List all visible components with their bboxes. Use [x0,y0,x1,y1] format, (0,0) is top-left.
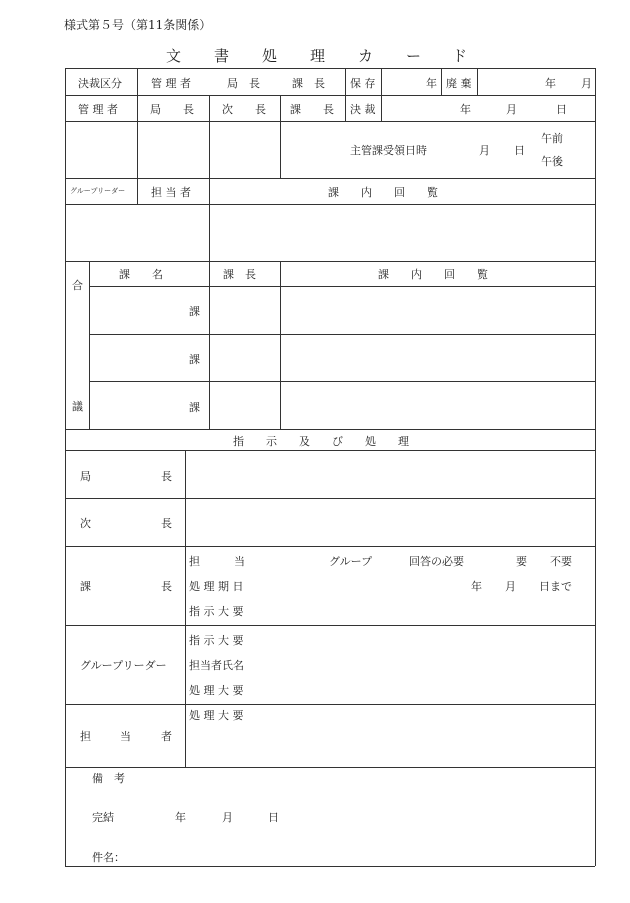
receipt-datetime-label: 主管課受領日時 [350,144,427,157]
person-in-charge-char: 担 [80,730,91,743]
completion-label: 完結 [92,811,114,824]
deadline-day-label: 日まで [539,580,572,593]
manager-label: 管 理 者 [151,77,191,90]
not-needed-label: 不要 [550,555,572,568]
grid-line [381,68,382,121]
grid-line [65,450,595,451]
gl-person-name-label: 担当者氏名 [189,659,244,672]
grid-line [89,334,595,335]
grid-line [89,381,595,382]
deadline-label: 処 理 期 日 [189,580,244,593]
grid-line [595,68,596,866]
grid-line [65,866,595,867]
needed-label: 要 [516,555,527,568]
completion-month-label: 月 [222,811,233,824]
grid-line [65,95,595,96]
title-char: ド [452,47,468,65]
deputy-char: 次 [80,517,91,530]
deadline-year-label: 年 [471,580,482,593]
group-label: グループ [329,555,373,568]
grid-line [65,68,66,866]
grid-line [65,767,595,768]
grid-line [65,261,595,262]
title-char: 理 [310,47,326,65]
bureau-chief-label: 局 長 [227,77,260,90]
gl-process-summary-label: 処 理 大 要 [189,684,244,697]
consult-row-section: 課 [189,353,200,366]
person-in-charge-label: 担 当 者 [151,186,191,199]
form-number: 様式第５号（第11条関係） [64,18,212,32]
grid-line [89,261,90,429]
consult-char-bottom: 議 [72,400,83,413]
approval-month-label: 月 [506,103,517,116]
bureau-chief-char: 長 [161,470,172,483]
grid-line [209,178,210,261]
section-chief-label: 課 長 [292,77,325,90]
gl-instruction-summary-label: 指 示 大 要 [189,634,244,647]
tanto-char: 当 [234,555,245,568]
section-chief-header: 課 長 [223,268,256,281]
title-char: 処 [262,47,278,65]
instructions-header: 指 示 及 び 処 理 [233,435,409,448]
grid-line [65,704,595,705]
title-char: 書 [214,47,230,65]
title-char: 文 [166,47,182,65]
disposal-label: 廃 棄 [446,77,472,90]
section-chief-label: 課 長 [290,103,334,116]
approval-label: 決 裁 [350,103,376,116]
deputy-char: 長 [161,517,172,530]
deputy-label: 次 長 [222,103,266,116]
bureau-chief-char: 局 [80,470,91,483]
approval-year-label: 年 [460,103,471,116]
approval-day-label: 日 [556,103,567,116]
grid-line [65,204,595,205]
completion-day-label: 日 [268,811,279,824]
grid-line [65,429,595,430]
person-in-charge-char: 者 [161,730,172,743]
grid-line [477,68,478,95]
grid-line [137,68,138,204]
grid-line [280,95,281,178]
deadline-month-label: 月 [505,580,516,593]
group-leader-label: グループリーダー [80,659,167,672]
receipt-day-label: 日 [514,144,525,157]
consult-row-section: 課 [189,305,200,318]
grid-line [441,68,442,95]
completion-year-label: 年 [175,811,186,824]
consult-char-top: 合 [72,279,83,292]
grid-line [65,68,595,69]
receipt-month-label: 月 [479,144,490,157]
instruction-summary-label: 指 示 大 要 [189,605,244,618]
consult-row-section: 課 [189,401,200,414]
disposal-year-label: 年 [545,77,556,90]
grid-line [185,450,186,767]
grid-line [65,498,595,499]
person-in-charge-char: 当 [120,730,131,743]
circulation-header: 課 内 回 覧 [378,268,488,281]
disposal-month-label: 月 [581,77,592,90]
answer-needed-label: 回答の必要 [409,555,464,568]
pm-label: 午後 [541,155,563,168]
subject-label: 件名： [92,851,125,864]
grid-line [65,121,595,122]
grid-line [65,625,595,626]
grid-line [280,261,281,429]
retention-year-label: 年 [426,77,437,90]
grid-line [209,95,210,178]
grid-line [345,68,346,121]
decision-category-label: 決裁区分 [78,77,122,90]
group-leader-label: グループリーダー [70,187,126,195]
title-char: ー [406,47,422,65]
grid-line [209,261,210,429]
section-chief-char: 長 [161,580,172,593]
tanto-char: 担 [189,555,200,568]
section-name-header: 課 名 [119,268,163,281]
grid-line [65,546,595,547]
manager-label: 管 理 者 [78,103,118,116]
am-label: 午前 [541,132,563,145]
retention-label: 保 存 [350,77,376,90]
remarks-label: 備 考 [92,772,125,785]
grid-line [89,286,595,287]
pc-process-summary-label: 処 理 大 要 [189,709,244,722]
grid-line [65,178,595,179]
title-char: カ [358,47,374,65]
circulation-label: 課 内 回 覧 [328,186,438,199]
section-chief-char: 課 [80,580,91,593]
bureau-chief-label: 局 長 [150,103,194,116]
